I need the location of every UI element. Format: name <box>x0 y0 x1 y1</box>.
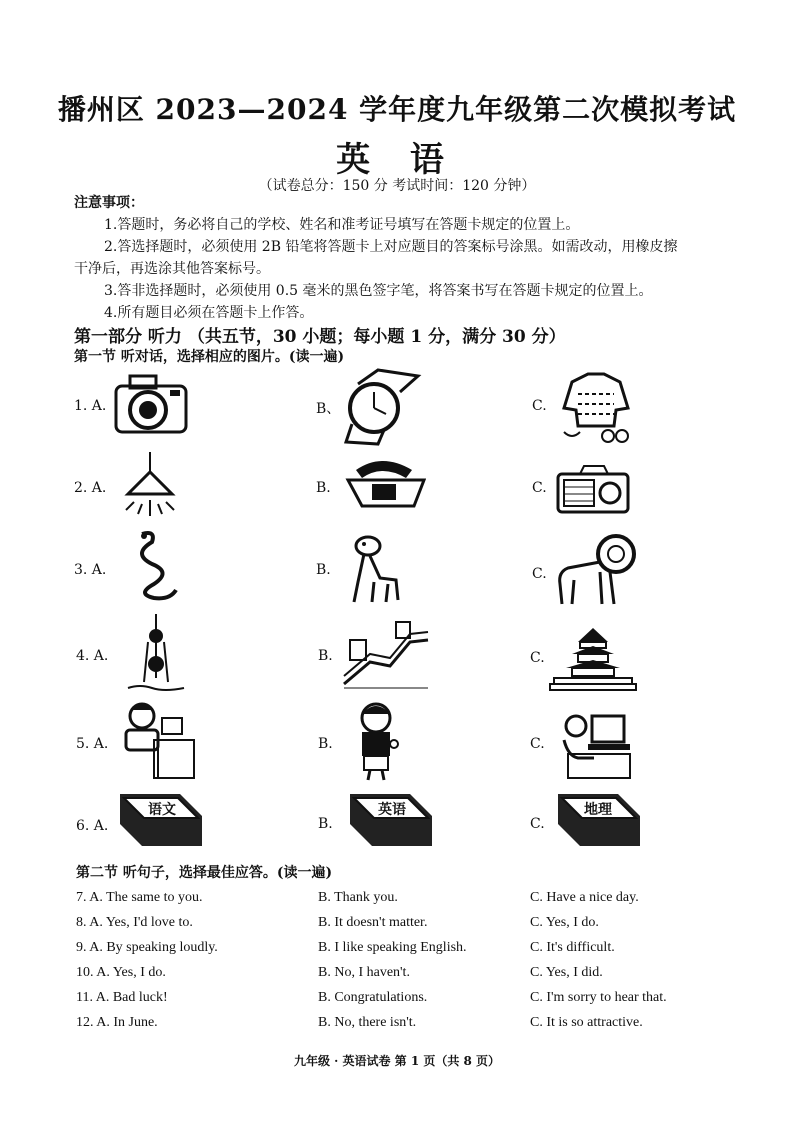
notes-heading: 注意事项： <box>74 195 144 211</box>
q5-c-label: C. <box>530 736 545 752</box>
q3-b-label: B. <box>316 562 331 578</box>
q11-option-b: B. Congratulations. <box>318 990 428 1005</box>
snake-icon <box>122 528 184 604</box>
temple-of-heaven-icon <box>548 624 638 692</box>
q7-option-a: 7. A. The same to you. <box>76 890 203 905</box>
telephone-icon <box>342 456 426 520</box>
subject-title: 英 语 <box>336 140 458 180</box>
q3-c-label: C. <box>532 566 547 582</box>
q2-a-label: 2. A. <box>74 480 107 496</box>
dog-icon <box>344 534 406 606</box>
q11-option-a: 11. A. Bad luck! <box>76 990 168 1005</box>
q1-a-label: 1. A. <box>74 398 107 414</box>
note-1: 1.答题时，务必将自己的学校、姓名和准考证号填写在答题卡规定的位置上。 <box>104 217 580 233</box>
book-title-geography: 地理 <box>584 802 612 818</box>
q8-option-a: 8. A. Yes, I'd love to. <box>76 915 193 930</box>
q6-c-label: C. <box>530 816 545 832</box>
note-3: 3.答非选择题时，必须使用 0.5 毫米的黑色签字笔，将答案书写在答题卡规定的位置上。 <box>104 283 653 299</box>
q2-b-label: B. <box>316 480 331 496</box>
exam-title: 播州区 2023—2024 学年度九年级第二次模拟考试 <box>57 93 737 126</box>
book-title-english: 英语 <box>378 802 406 818</box>
person-reading-icon <box>118 700 200 782</box>
section1-heading: 第一节 听对话，选择相应的图片。(读一遍) <box>74 349 345 365</box>
book-title-chinese: 语文 <box>148 802 176 818</box>
q5-a-label: 5. A. <box>76 736 109 752</box>
q9-option-a: 9. A. By speaking loudly. <box>76 940 218 955</box>
q1-c-label: C. <box>532 398 547 414</box>
part1-heading: 第一部分 听力 （共五节，30 小题；每小题 1 分，满分 30 分） <box>74 327 566 347</box>
q11-option-c: C. I'm sorry to hear that. <box>530 990 667 1005</box>
q8-option-b: B. It doesn't matter. <box>318 915 428 930</box>
q8-option-c: C. Yes, I do. <box>530 915 599 930</box>
great-wall-icon <box>340 618 432 690</box>
watch-icon <box>338 366 428 446</box>
q9-option-c: C. It's difficult. <box>530 940 615 955</box>
note-4: 4.所有题目必须在答题卡上作答。 <box>104 305 314 321</box>
q9-option-b: B. I like speaking English. <box>318 940 467 955</box>
radio-icon <box>554 464 632 516</box>
q2-c-label: C. <box>532 480 547 496</box>
score-info: （试卷总分：150 分 考试时间：120 分钟） <box>258 178 536 194</box>
section2-heading: 第二节 听句子，选择最佳应答。(读一遍) <box>76 865 333 881</box>
note-2-cont: 干净后，再选涂其他答案标号。 <box>74 261 270 277</box>
q6-b-label: B. <box>318 816 333 832</box>
q1-b-label: B、 <box>316 401 341 417</box>
note-2: 2.答选择题时，必须使用 2B 铅笔将答题卡上对应题目的答案标号涂黑。如需改动，用橡皮擦 <box>104 239 678 255</box>
q12-option-c: C. It is so attractive. <box>530 1015 643 1030</box>
q3-a-label: 3. A. <box>74 562 107 578</box>
q5-b-label: B. <box>318 736 333 752</box>
boy-icon <box>350 700 402 782</box>
lamp-icon <box>120 450 180 518</box>
camera-icon <box>112 370 192 438</box>
q4-b-label: B. <box>318 648 333 664</box>
q10-option-c: C. Yes, I did. <box>530 965 603 980</box>
q6-a-label: 6. A. <box>76 818 109 834</box>
q4-c-label: C. <box>530 650 545 666</box>
page-footer: 九年级 · 英语试卷 第 1 页（共 8 页） <box>293 1054 501 1068</box>
lion-icon <box>554 532 636 608</box>
tv-tower-icon <box>124 612 188 694</box>
q10-option-b: B. No, I haven't. <box>318 965 410 980</box>
sweater-icon <box>558 368 638 444</box>
q12-option-b: B. No, there isn't. <box>318 1015 417 1030</box>
q4-a-label: 4. A. <box>76 648 109 664</box>
q10-option-a: 10. A. Yes, I do. <box>76 965 166 980</box>
q7-option-b: B. Thank you. <box>318 890 398 905</box>
q7-option-c: C. Have a nice day. <box>530 890 639 905</box>
q12-option-a: 12. A. In June. <box>76 1015 158 1030</box>
boy-computer-icon <box>558 708 636 782</box>
